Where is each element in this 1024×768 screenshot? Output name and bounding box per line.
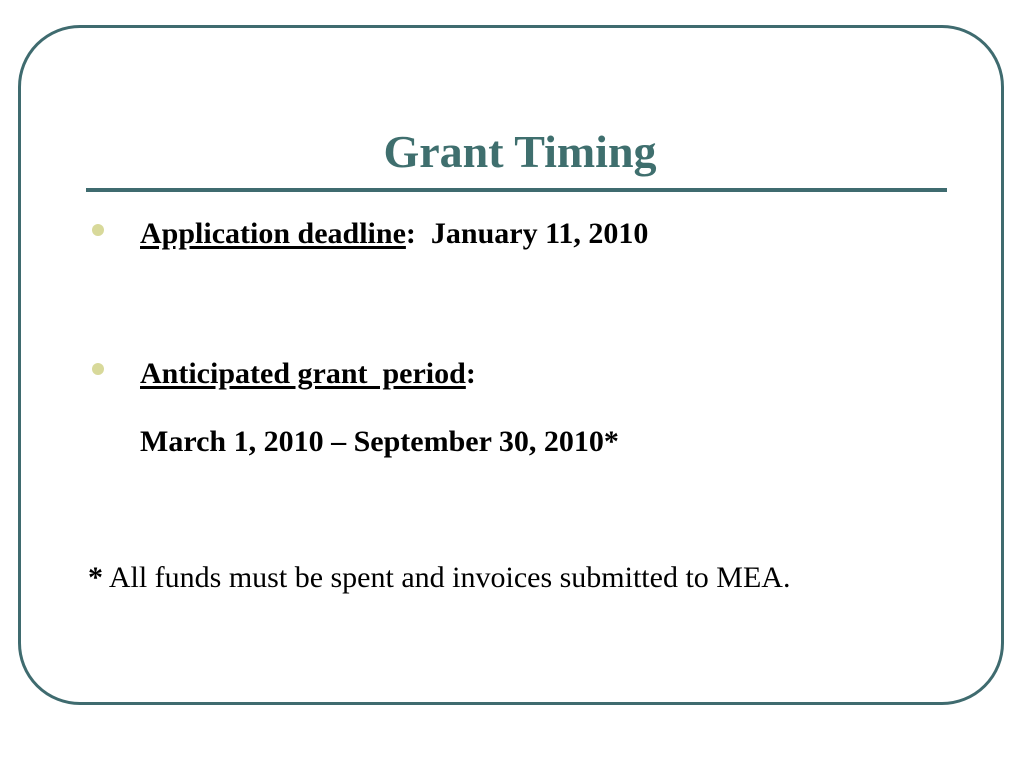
slide-title: Grant Timing <box>383 126 657 177</box>
bullet-1 <box>140 216 648 252</box>
bullet-2-continuation: March 1, 2010 – September 30, 2010* <box>140 425 619 458</box>
bullet-2-dot-icon <box>92 363 104 375</box>
bullet-1-label: Application deadline <box>140 217 406 250</box>
bullet-2-label: Anticipated grant period <box>140 357 466 390</box>
bullet-1-dot-icon <box>92 224 104 236</box>
bullet-1-value: January 11, 2010 <box>415 217 649 250</box>
bullet-1-separator: : <box>405 217 416 250</box>
title-divider <box>86 188 947 192</box>
bullet-2-separator: : <box>465 357 476 390</box>
footnote <box>88 560 790 596</box>
footnote-text: All funds must be spent and invoices submitted to MEA. <box>103 561 791 594</box>
bullet-2 <box>140 356 476 392</box>
footnote-marker: * <box>88 561 103 594</box>
